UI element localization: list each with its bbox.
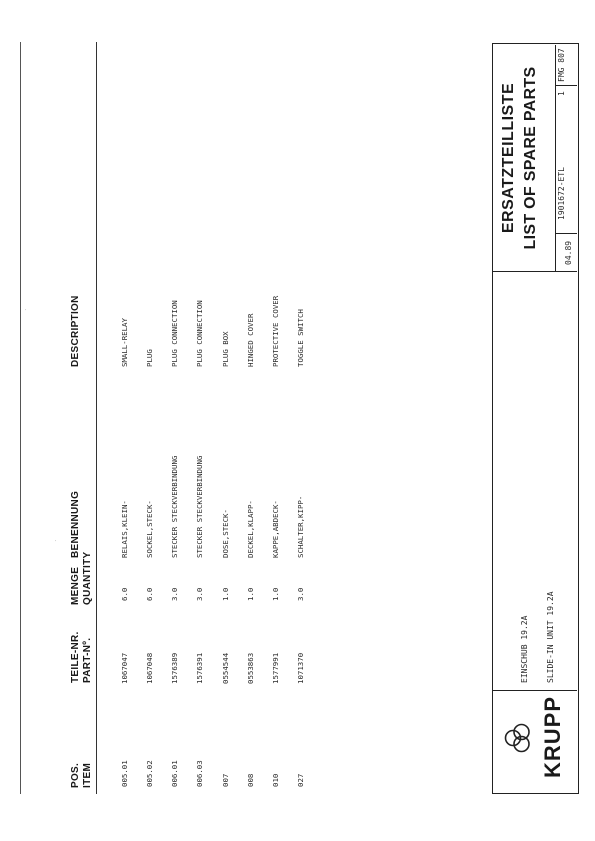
- document-title-de: ERSATZTEILLISTE: [500, 82, 517, 234]
- table-cell-part-no: 1067048: [145, 652, 155, 684]
- table-cell-quantity: 1.0: [245, 587, 255, 601]
- column-pos: [104, 760, 322, 787]
- table-cell-pos: 005.01: [119, 760, 129, 787]
- table-cell-part-no: 0554544: [220, 652, 230, 684]
- table-cell-benennung: DECKEL,KLAPP-: [245, 500, 255, 558]
- table-cell-description: SMALL-RELAY: [119, 318, 129, 367]
- scan-speck: ∙: [20, 308, 30, 311]
- header-benennung: BENENNUNG: [70, 490, 81, 558]
- sheet-divider: [556, 85, 577, 86]
- table-cell-part-no: 1576389: [170, 652, 180, 684]
- company-name: KRUPP: [540, 696, 565, 779]
- column-benennung: [104, 456, 322, 558]
- table-cell-quantity: 1.0: [220, 587, 230, 601]
- table-cell-quantity: 6.0: [145, 587, 155, 601]
- column-part-no: [104, 653, 322, 684]
- table-cell-pos: 010: [271, 773, 281, 787]
- table-cell-quantity: 6.0: [119, 587, 129, 601]
- header-description: DESCRIPTION: [70, 295, 81, 367]
- logo-divider: [493, 690, 577, 691]
- table-cell-part-no: 1576391: [195, 652, 205, 684]
- table-cell-pos: 006.03: [195, 760, 205, 787]
- table-cell-quantity: 3.0: [170, 587, 180, 601]
- form-code: FMG 807: [557, 48, 566, 82]
- table-cell-benennung: RELAIS,KLEIN-: [119, 500, 129, 558]
- table-cell-quantity: 1.0: [271, 587, 281, 601]
- column-quantity: [104, 583, 322, 601]
- table-cell-description: PLUG CONNECTION: [195, 300, 205, 367]
- table-cell-benennung: STECKER STECKVERBINDUNG: [195, 455, 205, 558]
- table-cell-benennung: STECKER STECKVERBINDUNG: [170, 455, 180, 558]
- table-cell-pos: 005.02: [145, 760, 155, 787]
- table-cell-benennung: DOSE,STECK-: [220, 509, 230, 558]
- table-cell-description: HINGED COVER: [245, 313, 255, 367]
- scan-speck: ∙: [50, 539, 60, 542]
- unit-name-de: EINSCHUB 19.2A: [520, 615, 529, 683]
- krupp-three-rings-icon: [503, 718, 533, 758]
- table-cell-part-no: 1577991: [271, 652, 281, 684]
- table-cell-part-no: 1067047: [119, 652, 129, 684]
- table-cell-pos: 007: [220, 773, 230, 787]
- title-row-rule: [555, 45, 556, 271]
- table-cell-benennung: SCHALTER,KIPP-: [296, 495, 306, 558]
- header-part-no: TEILE-NR. PART-Nº.: [70, 631, 93, 683]
- sheet-number: 1: [557, 91, 566, 96]
- table-cell-benennung: SOCKEL,STECK-: [145, 500, 155, 558]
- header-quantity: MENGE QUANTITY: [70, 551, 93, 605]
- date-divider: [556, 233, 577, 234]
- column-description: [104, 296, 322, 367]
- table-cell-quantity: 3.0: [195, 587, 205, 601]
- document-title-en: LIST OF SPARE PARTS: [522, 66, 539, 250]
- header-pos: POS. ITEM: [70, 762, 93, 788]
- top-rule: [20, 42, 21, 794]
- table-cell-pos: 006.01: [170, 760, 180, 787]
- table-cell-part-no: 1071370: [296, 652, 306, 684]
- table-cell-description: PLUG CONNECTION: [170, 300, 180, 367]
- document-number: 1901672-ETL: [557, 167, 566, 220]
- header-rule: [96, 42, 97, 794]
- table-cell-description: PLUG: [145, 349, 155, 367]
- table-cell-benennung: KAPPE,ABDECK-: [271, 500, 281, 558]
- table-cell-quantity: 3.0: [296, 587, 306, 601]
- table-cell-description: TOGGLE SWITCH: [296, 309, 306, 367]
- table-cell-pos: 027: [296, 773, 306, 787]
- table-cell-pos: 008: [245, 773, 255, 787]
- unit-name-en: SLIDE-IN UNIT 19.2A: [546, 591, 555, 683]
- document-date: 04.89: [564, 240, 573, 265]
- table-cell-part-no: 0553863: [245, 652, 255, 684]
- table-cell-description: PROTECTIVE COVER: [271, 295, 281, 367]
- table-cell-description: PLUG BOX: [220, 331, 230, 367]
